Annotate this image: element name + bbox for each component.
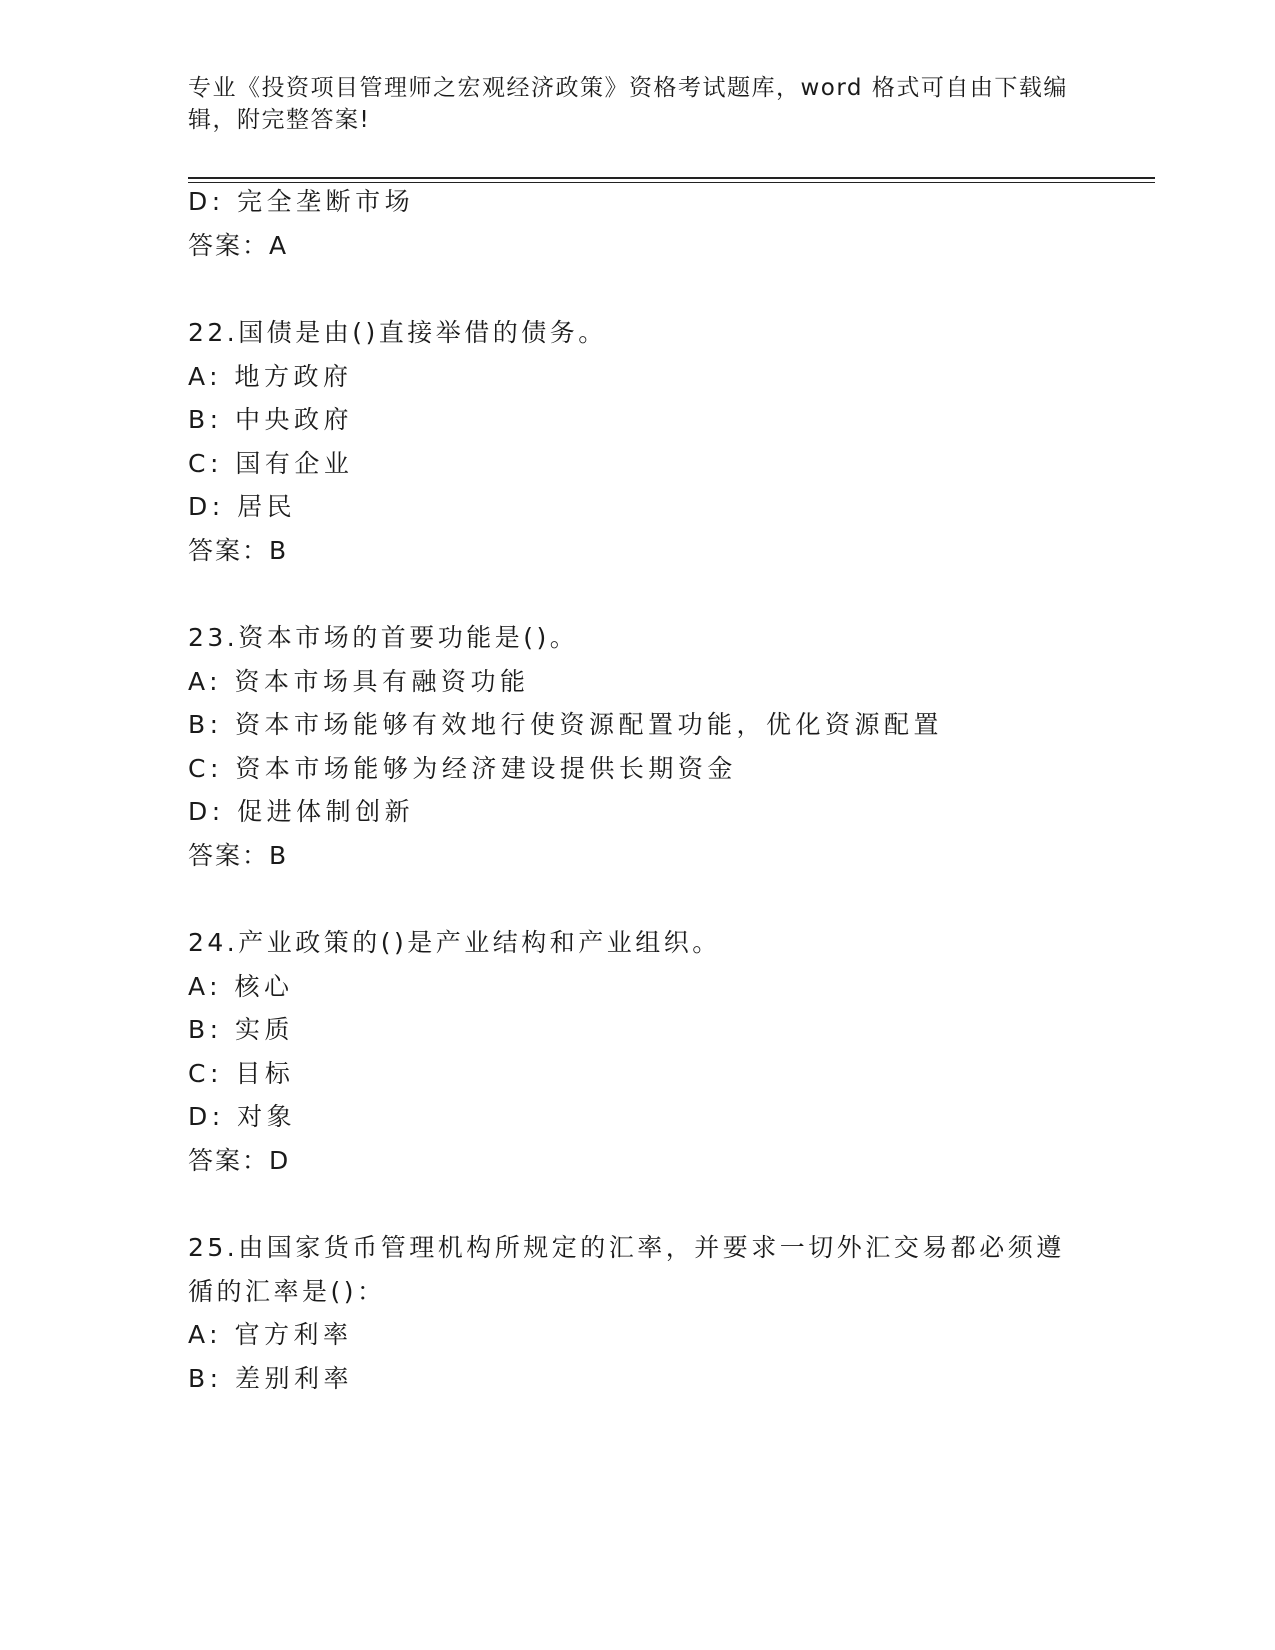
option-b: B: 资本市场能够有效地行使资源配置功能，优化资源配置: [188, 710, 944, 739]
option-d: D: 对象: [188, 1102, 297, 1131]
option-c: C: 目标: [188, 1059, 295, 1088]
question-stem-line1: 25.由国家货币管理机构所规定的汇率，并要求一切外汇交易都必须遵: [188, 1233, 1065, 1262]
option-c: C: 国有企业: [188, 449, 354, 478]
answer: 答案：A: [188, 231, 289, 260]
option-b: B: 中央政府: [188, 405, 354, 434]
document-header: 专业《投资项目管理师之宏观经济政策》资格考试题库，word 格式可自由下载编辑，附完整答案!: [188, 75, 1068, 133]
option-a: A: 地方政府: [188, 362, 353, 391]
answer: 答案：D: [188, 1146, 291, 1175]
option-c: C: 资本市场能够为经济建设提供长期资金: [188, 754, 737, 783]
question-stem: 23.资本市场的首要功能是()。: [188, 623, 579, 652]
option-d: D: 完全垄断市场: [188, 187, 415, 216]
answer: 答案：B: [188, 841, 289, 870]
option-a: A: 官方利率: [188, 1320, 353, 1349]
answer: 答案：B: [188, 536, 289, 565]
question-stem: 24.产业政策的()是产业结构和产业组织。: [188, 928, 721, 957]
header-rule-thin: [188, 182, 1155, 183]
header-rule-thick: [188, 177, 1155, 179]
option-b: B: 实质: [188, 1015, 295, 1044]
question-stem-line2: 循的汇率是()：: [188, 1277, 386, 1306]
option-d: D: 促进体制创新: [188, 797, 415, 826]
option-a: A: 资本市场具有融资功能: [188, 667, 530, 696]
question-stem: 22.国债是由()直接举借的债务。: [188, 318, 607, 347]
option-b: B: 差别利率: [188, 1364, 354, 1393]
option-a: A: 核心: [188, 972, 294, 1001]
option-d: D: 居民: [188, 492, 297, 521]
